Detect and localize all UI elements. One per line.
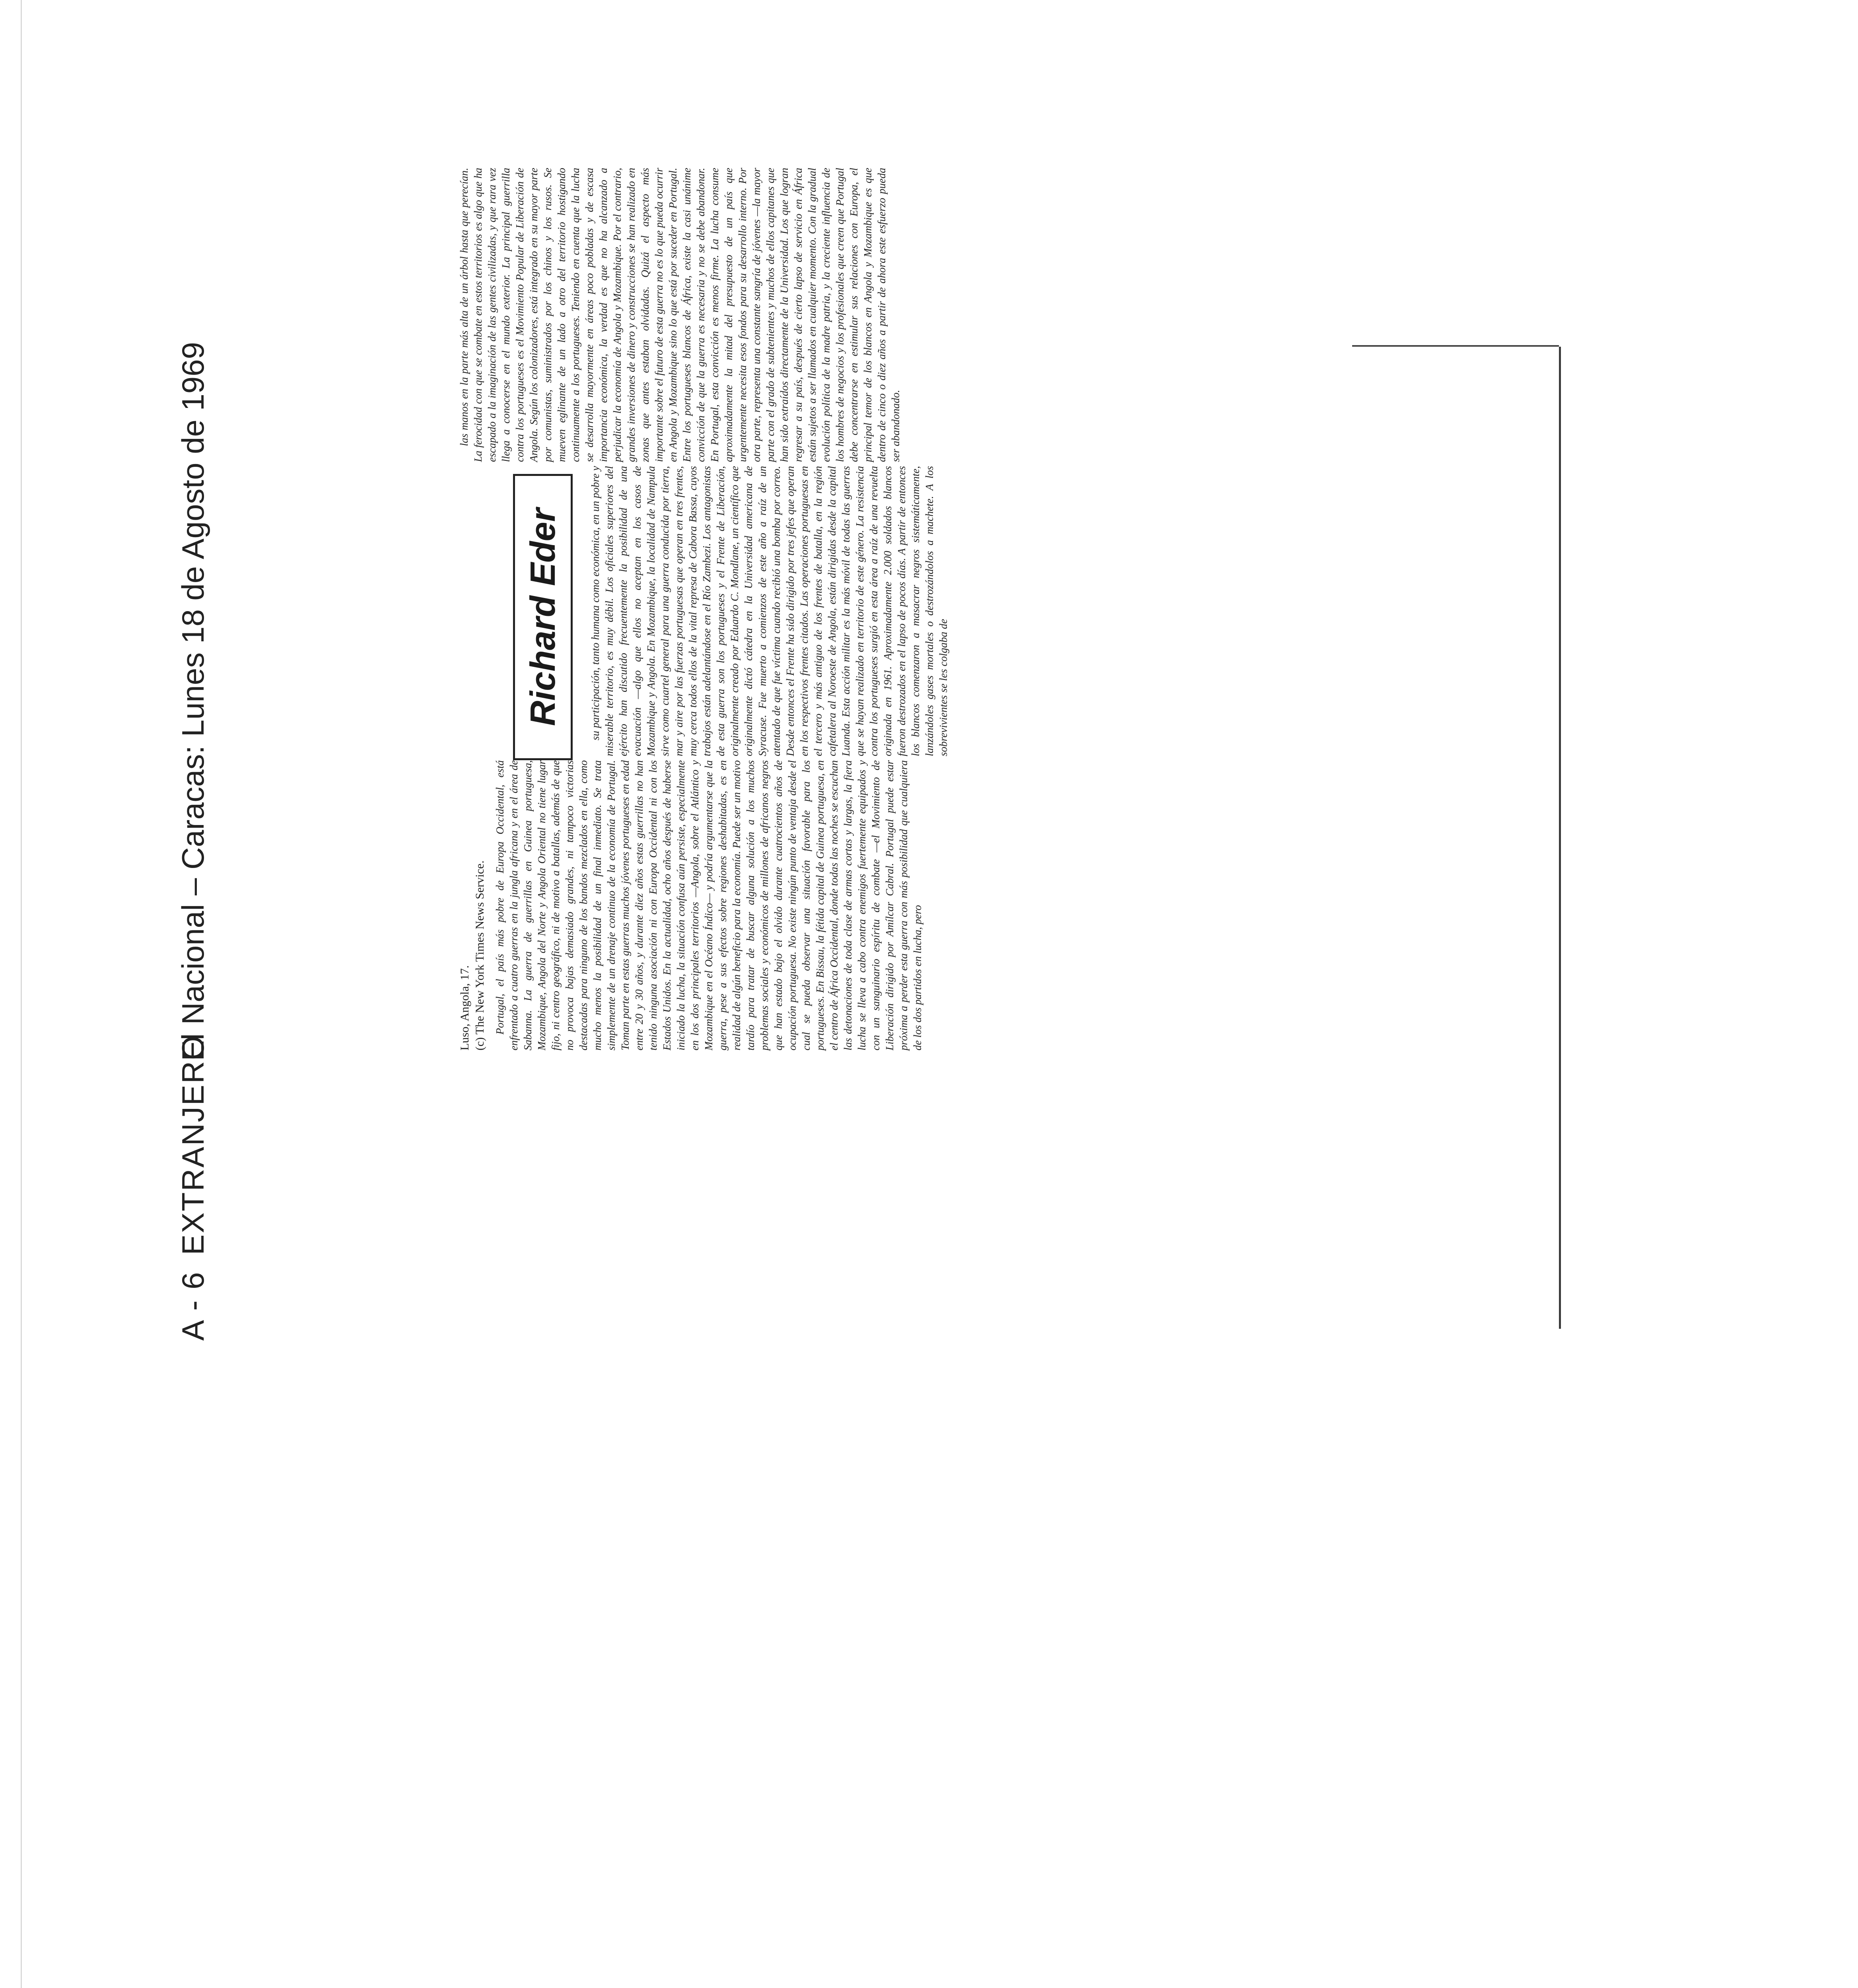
byline: Richard Eder xyxy=(523,508,562,726)
article-column-2 xyxy=(589,466,1289,756)
box-bottom-rule xyxy=(1559,347,1561,1329)
headline-container xyxy=(255,359,445,1178)
dateline-block xyxy=(457,760,488,1050)
column-text: su participación, tanto humana como económica, en un pobre y miserable territorio, es muy débil. Los oficiales superiores del ejército han discutido frecuentemente la posibilidad de una evacuación —algo que ellos no aceptan en los casos de Mozambique y Angola. En Mozambique, la localidad de Nampula sirve como cuartel general para una guerra conducida por tierra, mar y aire por las fuerzas portuguesas que operan en tres frentes, muy cerca todos ellos de la vital represa de Cabora Bassa, cuyos trabajos están adelantándose en el Río Zambezi. Los antagonistas de esta guerra son los portugueses y el Frente de Liberación, originalmente creado por Eduardo C. Mondlane, un científico que originalmente dictó cátedra en la Universidad americana de Syracuse. Fue muerto a comienzos de este año a raíz de un atentado de que fue víctima cuando recibió una bomba por correo. Desde entonces el Frente ha sido dirigido por tres jefes que operan en los respectivos frentes citados. Las operaciones portuguesas en el tercero y más antiguo de los frentes de batalla, en la región cafetalera al Noroeste de Angola, están dirigidas desde la capital Luanda. Esta acción militar es la más móvil de todas las guerras que se hayan realizado en territorio de este género. La resistencia contra los portugueses surgió en esta área a raíz de una revuelta originada en 1961. Aproximadamente 2.000 soldados blancos fueron destrozados en el lapso de pocos días. A partir de entonces los blancos comenzaron a masacrar negros sistemáticamente, lanzándoles gases mortales o destrozándolos a machete. A los sobrevivientes se les colgaba de xyxy=(589,466,949,756)
article-column-1 xyxy=(493,760,1289,1050)
byline-box xyxy=(513,474,573,760)
page-number: A - 6 xyxy=(175,1271,210,1341)
masthead-date: El Nacional – Caracas: Lunes 18 de Agosto de 1969 xyxy=(175,342,210,1061)
section-name: EXTRANJERO xyxy=(175,1035,210,1255)
column-text: las manos en la parte más alta de un árbol hasta que perecían. La ferocidad con que se combate en estos territorios es algo que ha escapado a la imaginación de las gentes civilizadas, y que rara vez llega a conocerse en el mundo exterior. La principal guerrilla contra los portugueses es el Movimiento Popular de Liberación de Angola. Según los colonizadores, está integrado en su mayor parte por comunistas, suministrados por los chinos y los rusos. Se mueven eglinante de un lado a otro del territorio hostigando continuamente a los portugueses. Teniendo en cuenta que la lucha se desarrolla mayormente en áreas poco pobladas y de escasa importancia económica, la verdad es que no ha alcanzado a perjudicar la economía de Angola y Mozambique. Por el contrario, grandes inversiones de dinero y construcciones se han realizado en zonas que antes estaban olvidadas. Quizá el aspecto más importante sobre el futuro de esta guerra no es lo que pueda ocurrir en Angola y Mozambique sino lo que está por suceder en Portugal. Entre los portugueses blancos de África, existe la casi unánime convicción de que la guerra es necesaria y no se debe abandonar. En Portugal, esta convicción es menos firme. La lucha consume aproximadamente la mitad del presupuesto de un país que urgentemente necesita esos fondos para su desarrollo interno. Por otra parte, representa una constante sangría de jóvenes —la mayor parte con el grado de subtenientes y muchos de ellos capitanes que han sido extraídos directamente de la Universidad. Los que logran regresar a su país, después de cierto lapso de servicio en África están sujetos a ser llamados en cualquier momento. Con la gradual evolución política de la madre patria, y la creciente influencia de los hombres de negocios y los profesionales que creen que Portugal debe concentrarse en estimular sus relaciones con Europa, el principal temor de los blancos en Angola y Mozambique es que dentro de cinco o diez años a partir de ahora este esfuerzo pueda ser abandonado. xyxy=(458,168,902,462)
page-header-left xyxy=(175,1035,211,1341)
dateline: Luso, Angola, 17. xyxy=(458,965,471,1050)
box-right-rule xyxy=(1352,345,1559,347)
column-text: Portugal, el país más pobre de Europa Occidental, está enfrentado a cuatro guerras en la jungla africana y en el área de Sabanna. La guerra de guerrillas en Guinea portuguesa, Mozambique, Angola del Norte y Angola Oriental no tiene lugar fijo, ni centro geográfico, ni de motivo a batallas, además de que no provoca bajas demasiado grandes, ni tampoco victorias destacadas para ninguno de los bandos mezclados en ella, como mucho menos la posibilidad de un final inmediato. Se trata simplemente de un drenaje continuo de la economía de Portugal. Toman parte en estas guerras muchos jóvenes portugueses en edad entre 20 y 30 años, y durante diez años estas guerrillas no han tenido ninguna asociación ni con Europa Occidental ni con los Estados Unidos. En la actualidad, ocho años después de haberse iniciado la lucha, la situación confusa aún persiste, especialmente en los dos principales territorios —Angola, sobre el Atlántico y Mozambique en el Océano Índico— y podría argumentarse que la guerra, pese a sus efectos sobre regiones deshabitadas, es en realidad de algún beneficio para la economía. Puede ser un motivo tardío para tratar de buscar alguna solución a los muchos problemas sociales y económicos de millones de africanos negros que han estado bajo el olvido durante cuatrocientos años de ocupación portuguesa. No existe ningún punto de ventaja desde el cual se pueda observar una situación favorable para los portugueses. En Bissau, la fétida capital de Guinea portuguesa, en el centro de África Occidental, donde todas las noches se escuchan las detonaciones de toda clase de armas cortas y largas, la fiera lucha se lleva a cabo contra enemigos fuertemente equipados y con un sanguinario espíritu de combate —el Movimiento de Liberación dirigido por Amílcar Cabral. Portugal puede estar próxima a perder esta guerra con más posibilidad que cualquiera de los dos partidos en lucha, pero xyxy=(494,760,923,1050)
credit: (c) The New York Times News Service. xyxy=(473,860,486,1050)
